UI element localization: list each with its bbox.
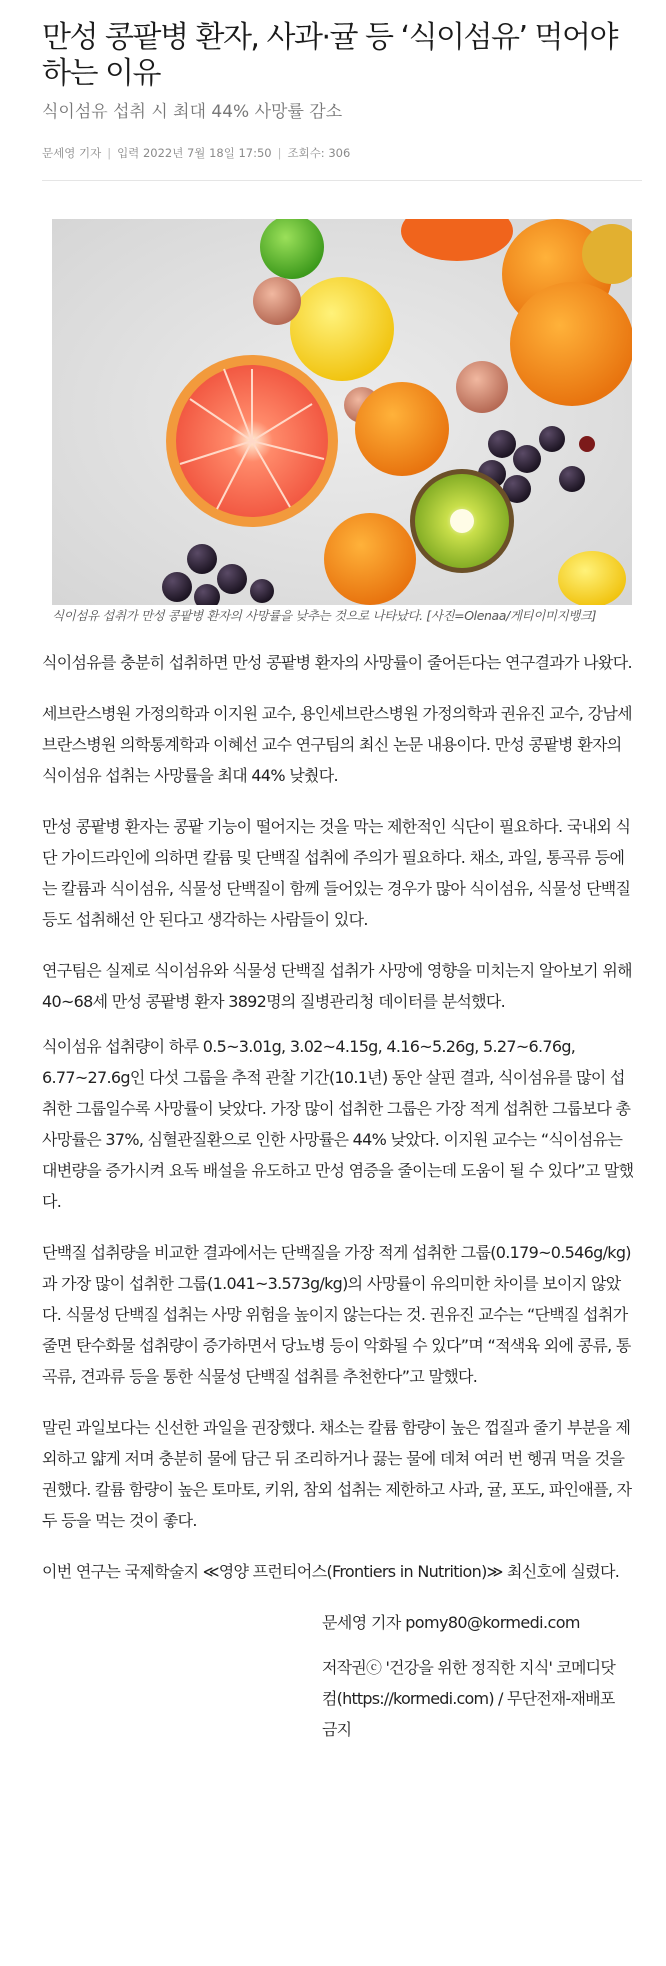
- paragraph: 단백질 섭취량을 비교한 결과에서는 단백질을 가장 적게 섭취한 그룹(0.179~0.546g/kg)과 가장 많이 섭취한 그룹(1.041~3.573g/kg)의 사망률이 유의미한 차이를 보이지 않았다. 식물성 단백질 섭취는 사망 위험을 높이지 않는다는 것. 권유진 교수는 “단백질 섭취가 줄면 탄수화물 섭취량이 증가하면서 당뇨병 등이 악화될 수 있다”며 “적색육 외에 콩류, 통곡류, 견과류 등을 통한 식물성 단백질 섭취를 추천한다”고 말했다.: [42, 1243, 631, 1386]
- paragraph: 만성 콩팥병 환자는 콩팥 기능이 떨어지는 것을 막는 제한적인 식단이 필요하다. 국내외 식단 가이드라인에 의하면 칼륨 및 단백질 섭취에 주의가 필요하다. 채소, 과일, 통곡류 등에는 칼륨과 식이섬유, 식물성 단백질이 함께 들어있는 경우가 많아 식이섬유, 식물성 단백질 등도 섭취해선 안 된다고 생각하는 사람들이 있다.: [42, 817, 631, 929]
- byline-separator: |: [107, 146, 112, 160]
- paragraph: 말린 과일보다는 신선한 과일을 권장했다. 채소는 칼륨 함량이 높은 껍질과 줄기 부분을 제외하고 얇게 저며 충분히 물에 담근 뒤 조리하거나 끓는 물에 데쳐 여러 번 헹궈 먹을 것을 권했다. 칼륨 함량이 높은 토마토, 키위, 참외 섭취는 제한하고 사과, 귤, 포도, 파인애플, 자두 등을 먹는 것이 좋다.: [42, 1418, 632, 1530]
- reporter-email[interactable]: 문세영 기자 pomy80@kormedi.com: [322, 1613, 580, 1632]
- article-footer: [322, 1607, 622, 1745]
- paragraph: 이번 연구는 국제학술지 ≪영양 프런티어스(Frontiers in Nutrition)≫ 최신호에 실렸다.: [42, 1562, 620, 1581]
- header-divider: [42, 180, 642, 181]
- byline: [42, 144, 642, 162]
- photo-caption: 식이섬유 섭취가 만성 콩팥병 환자의 사망률을 낮추는 것으로 나타났다. [사진=Olenaa/게티이미지뱅크]: [52, 608, 597, 623]
- byline-separator: |: [277, 146, 282, 160]
- article-photo: [52, 219, 632, 625]
- paragraph: 세브란스병원 가정의학과 이지원 교수, 용인세브란스병원 가정의학과 권유진 교수, 강남세브란스병원 의학통계학과 이혜선 교수 연구팀의 최신 논문 내용이다. 만성 콩팥병 환자의 식이섬유 섭취는 사망률을 최대 44% 낮췄다.: [42, 704, 632, 785]
- view-count: 조회수: 306: [287, 146, 351, 160]
- subheadline: 식이섬유 섭취 시 최대 44% 사망률 감소: [42, 102, 343, 122]
- article: [42, 20, 642, 1745]
- publish-date: 입력 2022년 7월 18일 17:50: [117, 146, 272, 160]
- paragraph: 식이섬유를 충분히 섭취하면 만성 콩팥병 환자의 사망률이 줄어든다는 연구결과가 나왔다.: [42, 653, 632, 672]
- paragraph: 식이섬유 섭취량이 하루 0.5~3.01g, 3.02~4.15g, 4.16~5.26g, 5.27~6.76g, 6.77~27.6g인 다섯 그룹을 추적 관찰 기간(10.1년) 동안 살핀 결과, 식이섬유를 많이 섭취한 그룹일수록 사망률이 낮았다. 가장 많이 섭취한 그룹은 가장 적게 섭취한 그룹보다 총 사망률은 37%, 심혈관질환으로 인한 사망률은 44% 낮았다. 이지원 교수는 “식이섬유는 대변량을 증가시켜 요독 배설을 유도하고 만성 염증을 줄이는데 도움이 될 수 있다”고 말했다.: [42, 1037, 634, 1211]
- paragraph: 연구팀은 실제로 식이섬유와 식물성 단백질 섭취가 사망에 영향을 미치는지 알아보기 위해 40~68세 만성 콩팥병 환자 3892명의 질병관리청 데이터를 분석했다.: [42, 961, 632, 1011]
- headline: 만성 콩팥병 환자, 사과·귤 등 ‘식이섬유’ 먹어야 하는 이유: [42, 20, 618, 91]
- fruit-photo: [52, 219, 632, 605]
- article-body: [42, 647, 637, 1587]
- author-name[interactable]: 문세영 기자: [42, 146, 102, 160]
- copyright-notice: 저작권ⓒ '건강을 위한 정직한 지식' 코메디닷컴(https://kormedi.com) / 무단전재-재배포 금지: [322, 1658, 615, 1739]
